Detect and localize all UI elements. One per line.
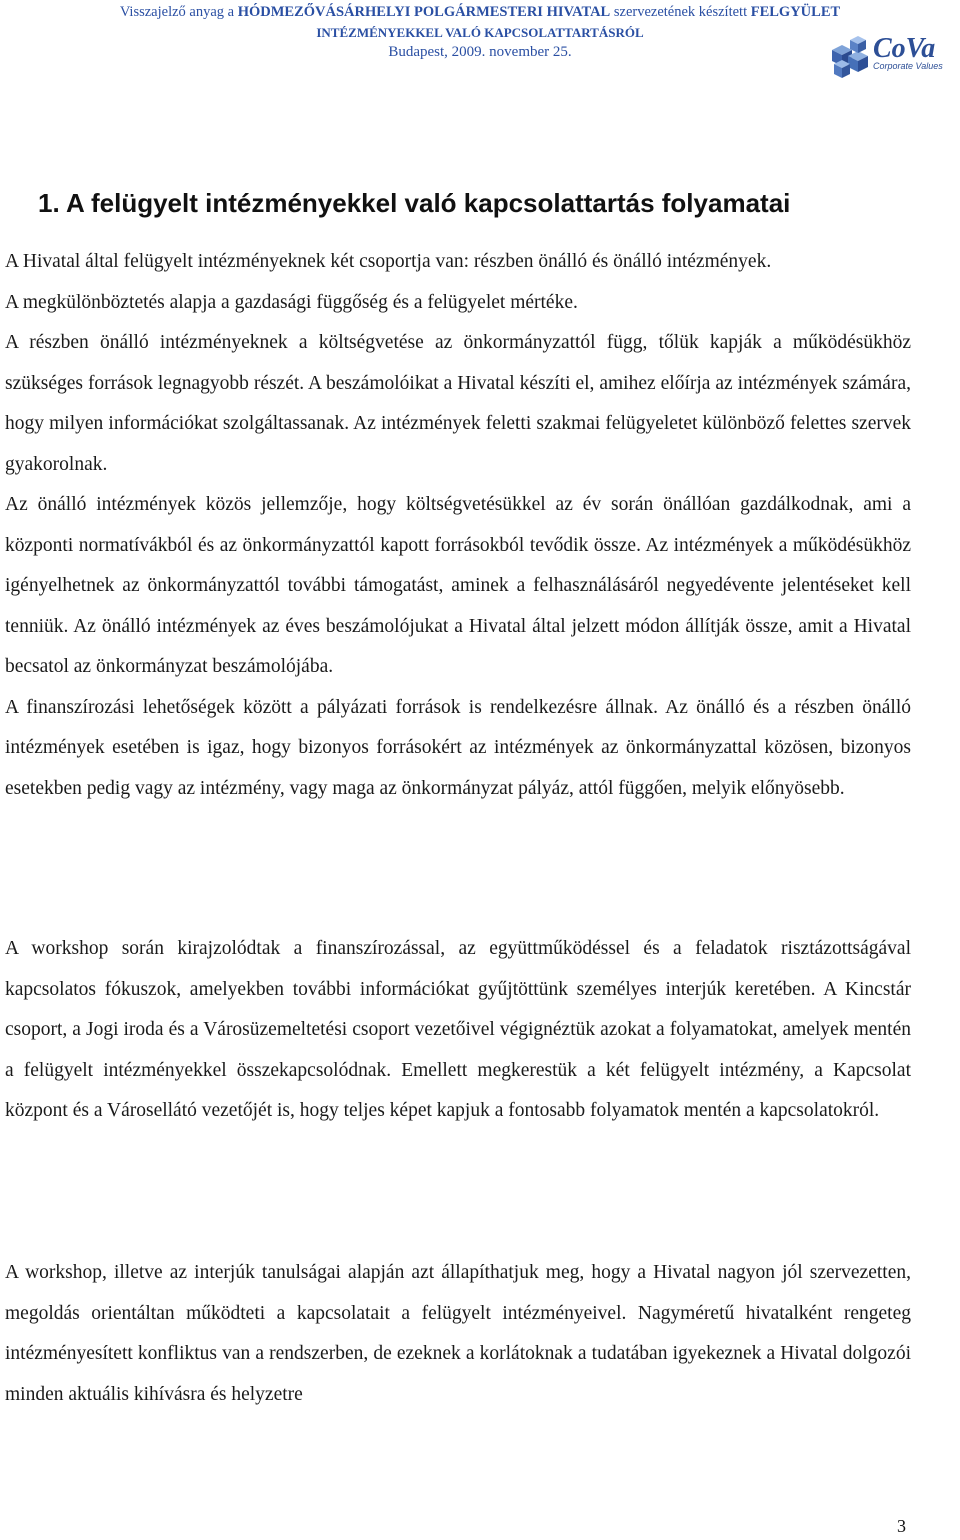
page-number: 3 bbox=[897, 1516, 906, 1536]
logo-name: CoVa bbox=[873, 33, 936, 64]
header-line-1 bbox=[0, 4, 960, 21]
paragraph-1: A Hivatal által felügyelt intézményeknek két csoportja van: részben önálló és önálló intézmények. bbox=[5, 251, 772, 272]
body-block-3 bbox=[5, 1253, 911, 1415]
section-title: 1. A felügyelt intézményekkel való kapcsolattartás folyamatai bbox=[38, 188, 791, 218]
header-date: Budapest, 2009. november 25. bbox=[388, 44, 572, 60]
body-block-1 bbox=[5, 242, 911, 809]
logo-tagline: Corporate Values bbox=[873, 61, 943, 71]
header-suffix: FELGYÜLET bbox=[750, 4, 841, 20]
paragraph-7: A workshop, illetve az interjúk tanulságai alapján azt állapíthatjuk meg, hogy a Hivatal nagyon jól szervezetten, megoldás orientáltan működteti a kapcsolatait a felügyelt intézményeivel. Nagyméretű hivatalként rengeteg intézményesített konfliktus van a rendszerben, de ezeknek a korlátoknak a tudatában igyekeznek a Hivatal dolgozói minden aktuális kihívásra és helyzetre bbox=[5, 1262, 911, 1405]
paragraph-5: A finanszírozási lehetőségek között a pályázati források is rendelkezésre állnak. Az önálló és a részben önálló intézmények esetében is igaz, hogy bizonyos forrásokért az intézmények az önkormányzattal közösen, bizonyos esetekben pedig vagy az intézmény, vagy maga az önkormányzat pályáz, attól függően, melyik előnyösebb. bbox=[5, 696, 911, 799]
header-line-2: INTÉZMÉNYEKKEL VALÓ KAPCSOLATTARTÁSRÓL bbox=[316, 25, 644, 40]
paragraph-2: A megkülönböztetés alapja a gazdasági függőség és a felügyelet mértéke. bbox=[5, 291, 578, 313]
paragraph-4: Az önálló intézmények közös jellemzője, hogy költségvetésükkel az év során önállóan gazdálkodnak, ami a központi normatívákból és az önkormányzattól kapott forrásokból tevődik össze. Az intézmények a működésükhöz igényelhetnek az önkormányzattól további támogatást, aminek a felhasználásáról negyedévente jelentéseket kell tenniük. Az önálló intézmények az éves beszámolójukat a Hivatal által jelzett módon állítják össze, amit a Hivatal becsatol az önkormányzat beszámolójába. bbox=[5, 494, 911, 677]
body-block-2 bbox=[5, 929, 911, 1132]
header-organization: HÓDMEZŐVÁSÁRHELYI POLGÁRMESTERI HIVATAL bbox=[237, 4, 611, 20]
cova-logo bbox=[828, 34, 956, 80]
header-mid: szervezetének készített bbox=[613, 4, 748, 20]
cubes-icon bbox=[828, 36, 872, 80]
paragraph-6: A workshop során kirajzolódtak a finanszírozással, az együttműködéssel és a feladatok risztázottságával kapcsolatos fókuszok, amelyekben további információkat gyűjtöttünk személyes interjúk keretében. A Kincstár csoport, a Jogi iroda és a Városüzemeltetési csoport vezetőivel végignéztük azokat a folyamatokat, amelyek mentén a felügyelt intézményekkel összekapcsolódnak. Emellett megkerestük a két felügyelt intézmény, a Kapcsolat központ és a Városellátó vezetőjét is, hogy teljes képet kapjuk a fontosabb folyamatok mentén a kapcsolatokról. bbox=[5, 938, 911, 1121]
page-header bbox=[0, 0, 960, 80]
header-prefix: Visszajelző anyag a bbox=[119, 4, 235, 20]
paragraph-3: A részben önálló intézményeknek a költségvetése az önkormányzattól függ, tőlük kapják a működésükhöz szükséges források legnagyobb részét. A beszámolóikat a Hivatal készíti el, amihez előírja az intézmények számára, hogy milyen információkat szolgáltassanak. Az intézmények feletti szakmai felügyeletet különböző felettes szervek gyakorolnak. bbox=[5, 332, 911, 475]
